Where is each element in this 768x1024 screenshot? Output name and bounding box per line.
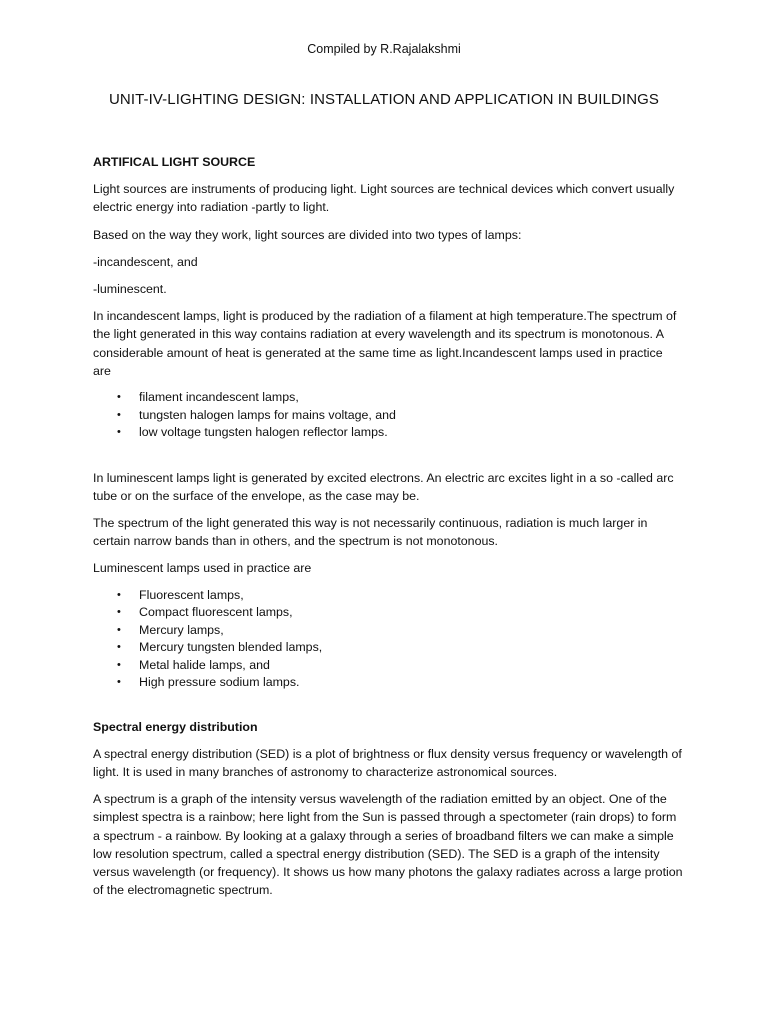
list-item: • Fluorescent lamps, bbox=[93, 587, 683, 605]
spacer bbox=[93, 451, 683, 469]
bullet-icon: • bbox=[117, 676, 121, 689]
paragraph: A spectrum is a graph of the intensity versus wavelength of the radiation emitted by an object. One of the simplest spectra is a rainbow; here light from the Sun is passed through a spectometer (rain drops) to form a spectrum - a rainbow. By looking at a galaxy through a series of broadband filters we can make a simple low resolution spectrum, called a spectral energy distribution (SED). The SED is a graph of the intensity versus wavelength (or frequency). It shows us how many photons the galaxy radiates across a large protion of the electromagnetic spectrum. bbox=[93, 792, 683, 898]
list-item: • tungsten halogen lamps for mains voltage, and bbox=[93, 407, 683, 425]
paragraph: In incandescent lamps, light is produced by the radiation of a filament at high temperature.The spectrum of the light generated in this way contains radiation at every wavelength and its spectrum is monotonous. A considerable amount of heat is generated at the same time as light.Incandescent lamps used in practice are bbox=[93, 309, 677, 378]
luminescent-lamp-list bbox=[93, 587, 683, 692]
paragraph: -incandescent, and bbox=[93, 254, 198, 269]
bullet-icon: • bbox=[117, 426, 121, 439]
section-heading-spectral-energy-distribution: Spectral energy distribution bbox=[93, 719, 258, 734]
list-item: • Compact fluorescent lamps, bbox=[93, 604, 683, 622]
document-body bbox=[93, 153, 683, 908]
paragraph: A spectral energy distribution (SED) is a plot of brightness or flux density versus frequency or wavelength of light. It is used in many branches of astronomy to characterize astronomical sources. bbox=[93, 746, 682, 779]
bullet-icon: • bbox=[117, 641, 121, 654]
incandescent-lamp-list bbox=[93, 389, 683, 442]
list-item: • filament incandescent lamps, bbox=[93, 389, 683, 407]
spacer bbox=[93, 701, 683, 718]
paragraph: Luminescent lamps used in practice are bbox=[93, 561, 312, 576]
section-heading-artificial-light-source: ARTIFICAL LIGHT SOURCE bbox=[93, 155, 256, 169]
bullet-icon: • bbox=[117, 588, 121, 601]
paragraph: The spectrum of the light generated this way is not necessarily continuous, radiation is much larger in certain narrow bands than in others, and the spectrum is not monotonous. bbox=[93, 515, 648, 549]
paragraph: -luminescent. bbox=[93, 282, 167, 297]
paragraph: In luminescent lamps light is generated by excited electrons. An electric arc excites light in a so -called arc tube or on the surface of the envelope, as the case may be. bbox=[93, 470, 674, 503]
bullet-icon: • bbox=[117, 623, 121, 636]
bullet-icon: • bbox=[117, 391, 121, 404]
paragraph: Based on the way they work, light sources are divided into two types of lamps: bbox=[93, 227, 522, 242]
bullet-icon: • bbox=[117, 658, 121, 671]
paragraph: Light sources are instruments of producing light. Light sources are technical devices which convert usually electric energy into radiation -partly to light. bbox=[93, 182, 675, 215]
bullet-icon: • bbox=[117, 408, 121, 421]
list-item: • Mercury tungsten blended lamps, bbox=[93, 639, 683, 657]
list-item: • Metal halide lamps, and bbox=[93, 657, 683, 675]
compiled-by-header: Compiled by R.Rajalakshmi bbox=[307, 42, 461, 56]
bullet-icon: • bbox=[117, 606, 121, 619]
list-item: • High pressure sodium lamps. bbox=[93, 674, 683, 692]
page-title: UNIT-IV-LIGHTING DESIGN: INSTALLATION AND APPLICATION IN BUILDINGS bbox=[108, 91, 660, 108]
list-item: • low voltage tungsten halogen reflector lamps. bbox=[93, 424, 683, 442]
list-item: • Mercury lamps, bbox=[93, 622, 683, 640]
